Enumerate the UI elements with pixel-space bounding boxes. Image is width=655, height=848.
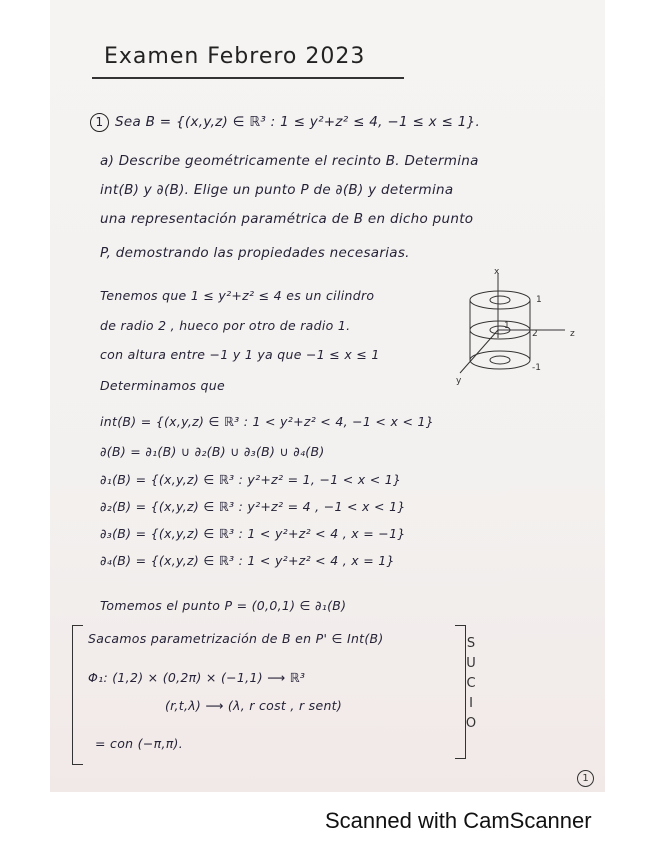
boundary-part: ∂₃(B) = {(x,y,z) ∈ ℝ³ : 1 < y²+z² < 4 , x = −1} [100,526,406,541]
title-underline [92,77,404,79]
draft-bracket-left [72,625,83,765]
question-text: Sea B = {(x,y,z) ∈ ℝ³ : 1 ≤ y²+z² ≤ 4, −1 ≤ x ≤ 1}. [115,114,481,130]
boundary-set: ∂(B) = ∂₁(B) ∪ ∂₂(B) ∪ ∂₃(B) ∪ ∂₄(B) [100,444,325,459]
draft-letter: O [465,716,477,731]
draft-line: Sacamos parametrización de B en P' ∈ Int(B) [88,631,384,646]
page-number: 1 [577,770,594,787]
draft-letter: S [466,636,476,651]
question-number: 1 [90,113,109,132]
axis-z-label: z [570,329,575,339]
answer-line: de radio 2 , hueco por otro de radio 1. [100,318,351,333]
draft-letter: I [469,696,473,711]
part-a-line: P, demostrando las propiedades necesarias. [100,245,410,261]
boundary-part: ∂₁(B) = {(x,y,z) ∈ ℝ³ : y²+z² = 1, −1 < x < 1} [100,472,402,487]
cylinder-diagram [440,268,590,393]
radius1-label: 1 [504,321,510,331]
part-a-line: a) Describe geométricamente el recinto B. Determina [100,153,479,169]
bottom-label: -1 [532,363,541,373]
boundary-part: ∂₄(B) = {(x,y,z) ∈ ℝ³ : 1 < y²+z² < 4 , x = 1} [100,553,395,568]
draft-line: (r,t,λ) ⟶ (λ, r cost , r sent) [165,698,343,713]
draft-letter: U [466,656,476,671]
axis-x-label: x [494,268,500,277]
question-statement [90,113,480,132]
top-label: 1 [536,295,542,305]
boundary-part: ∂₂(B) = {(x,y,z) ∈ ℝ³ : y²+z² = 4 , −1 < x < 1} [100,499,406,514]
answer-line: Tenemos que 1 ≤ y²+z² ≤ 4 es un cilindro [100,288,375,303]
answer-line: Determinamos que [100,378,225,393]
draft-label [464,634,478,734]
page-title: Examen Febrero 2023 [104,44,366,69]
answer-line: con altura entre −1 y 1 ya que −1 ≤ x ≤ 1 [100,347,380,362]
part-a-line: una representación paramétrica de B en dicho punto [100,211,474,227]
part-a-line: int(B) y ∂(B). Elige un punto P de ∂(B) y determina [100,182,454,198]
radius2-label: 2 [532,329,538,339]
point-choice: Tomemos el punto P = (0,0,1) ∈ ∂₁(B) [100,598,347,613]
draft-line: Φ₁: (1,2) × (0,2π) × (−1,1) ⟶ ℝ³ [88,670,306,685]
camscanner-watermark: Scanned with CamScanner [325,808,592,833]
axis-y-label: y [456,376,462,386]
draft-letter: C [466,676,476,691]
draft-line: = con (−π,π). [95,736,183,751]
interior-set: int(B) = {(x,y,z) ∈ ℝ³ : 1 < y²+z² < 4, −1 < x < 1} [100,414,435,429]
